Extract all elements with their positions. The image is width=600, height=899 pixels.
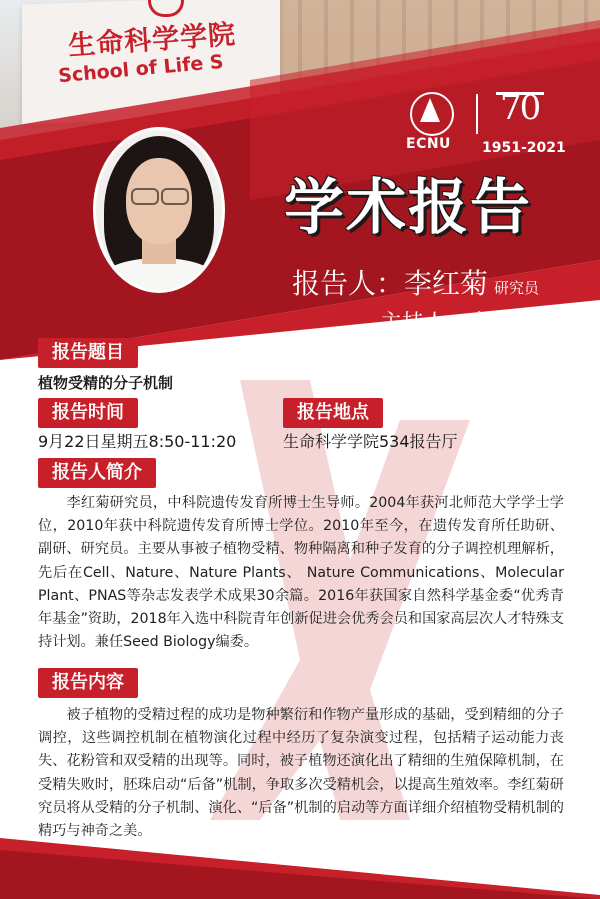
- anniversary-number: 70: [500, 88, 540, 128]
- bio-paragraph: 李红菊研究员，中科院遗传发育所博士生导师。2004年获河北师范大学学士学位，2010年获中科院遗传发育所博士学位。2010年至今，在遗传发育所任助研、副研、研究员。主要从事被子植物受精、物种隔离和种子发育的分子调控机理解析，先后在Cell、Nature、Nature Plants、 Nature Communications、Molecular Plant、PNAS等杂志发表学术成果30余篇。2016年获国家自然科学基金委“优秀青年基金”资助，2018年入选中科院青年创新促进会优秀会员和国家高层次人才特殊支持计划。兼任Seed Biology编委。: [38, 495, 564, 651]
- content-tag: 报告内容: [38, 668, 138, 698]
- tree-icon: [420, 98, 440, 122]
- content-paragraph: 被子植物的受精过程的成功是物种繁衍和作物产量形成的基础，受到精细的分子调控，这些调控机制在植物演化过程中经历了复杂演变过程，包括精子运动能力丧失、花粉管和双受精的出现等。同时，被子植物还演化出了精细的生殖保障机制，在受精失败时，胚珠启动“后备”机制，争取多次受精机会，以提高生殖效率。李红菊研究员将从受精的分子机制、演化、“后备”机制的启动等方面详细介绍植物受精机制的精巧与神奇之美。: [38, 707, 564, 840]
- sign-english-text: School of Life S: [57, 50, 225, 88]
- topic-tag: 报告题目: [38, 338, 138, 368]
- speaker-name: 报告人：李红菊: [292, 267, 489, 300]
- speaker-photo: [96, 130, 222, 290]
- host-name: 主持人：李超: [380, 311, 513, 336]
- page-title: 学术报告: [284, 173, 532, 243]
- logo-divider: [476, 94, 478, 134]
- place-text: 生命科学学院534报告厅: [283, 432, 458, 451]
- bio-tag: 报告人简介: [38, 458, 156, 488]
- time-tag: 报告时间: [38, 398, 138, 428]
- sign-chinese-text: 生命科学学院: [67, 19, 238, 62]
- speaker-line: [292, 262, 539, 302]
- university-logo: [404, 88, 574, 162]
- ecnu-label: ECNU: [406, 136, 451, 152]
- place-tag: 报告地点: [283, 398, 383, 428]
- topic-text: 植物受精的分子机制: [38, 374, 174, 392]
- glasses-icon: [129, 188, 189, 202]
- host-rank: 研究员: [518, 318, 561, 334]
- host-line: [380, 306, 560, 337]
- speaker-rank: 研究员: [494, 279, 540, 297]
- time-text: 9月22日星期五8:50-11:20: [38, 432, 237, 451]
- anniversary-years: 1951-2021: [482, 140, 566, 156]
